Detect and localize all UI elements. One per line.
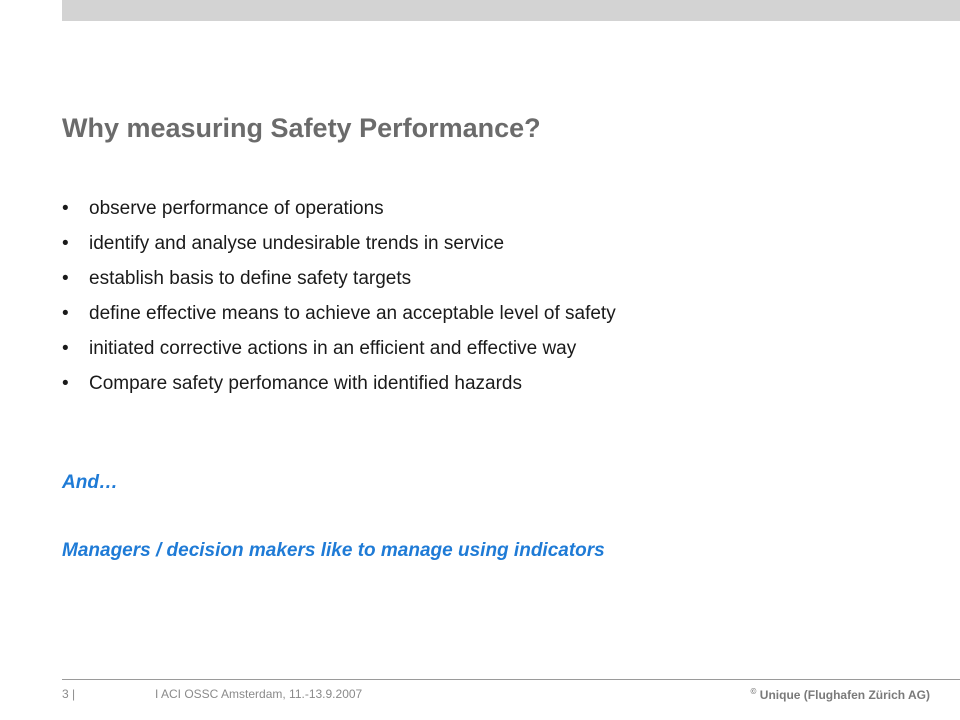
bullet-text: define effective means to achieve an acceptable level of safety: [89, 303, 616, 324]
bullet-text: establish basis to define safety targets: [89, 268, 412, 289]
bullet-list: [62, 196, 616, 406]
bullet-icon: •: [62, 373, 69, 394]
and-text: And…: [62, 472, 118, 493]
bullet-icon: •: [62, 198, 69, 219]
copyright-mark: ©: [750, 687, 757, 696]
bullet-text: Compare safety perfomance with identified hazards: [89, 373, 523, 394]
managers-statement: Managers / decision makers like to manage using indicators: [62, 540, 605, 561]
bullet-text: identify and analyse undesirable trends in service: [89, 233, 505, 254]
bullet-icon: •: [62, 268, 69, 289]
bullet-icon: •: [62, 233, 69, 254]
bullet-item: [62, 231, 616, 266]
event-info: I ACI OSSC Amsterdam, 11.-13.9.2007: [155, 687, 363, 701]
bullet-text: observe performance of operations: [89, 198, 384, 219]
bullet-item: [62, 301, 616, 336]
copyright: [751, 687, 930, 702]
copyright-text: Unique (Flughafen Zürich AG): [756, 688, 930, 702]
bullet-item: [62, 266, 616, 301]
footer-divider: [62, 679, 960, 680]
bullet-text: initiated corrective actions in an efficient and effective way: [89, 338, 577, 359]
page-number: 3 |: [62, 687, 76, 701]
bullet-item: [62, 371, 616, 406]
bullet-icon: •: [62, 338, 69, 359]
bullet-item: [62, 196, 616, 231]
header-bar: [62, 0, 960, 21]
slide-title: Why measuring Safety Performance?: [62, 113, 541, 143]
bullet-icon: •: [62, 303, 69, 324]
bullet-item: [62, 336, 616, 371]
